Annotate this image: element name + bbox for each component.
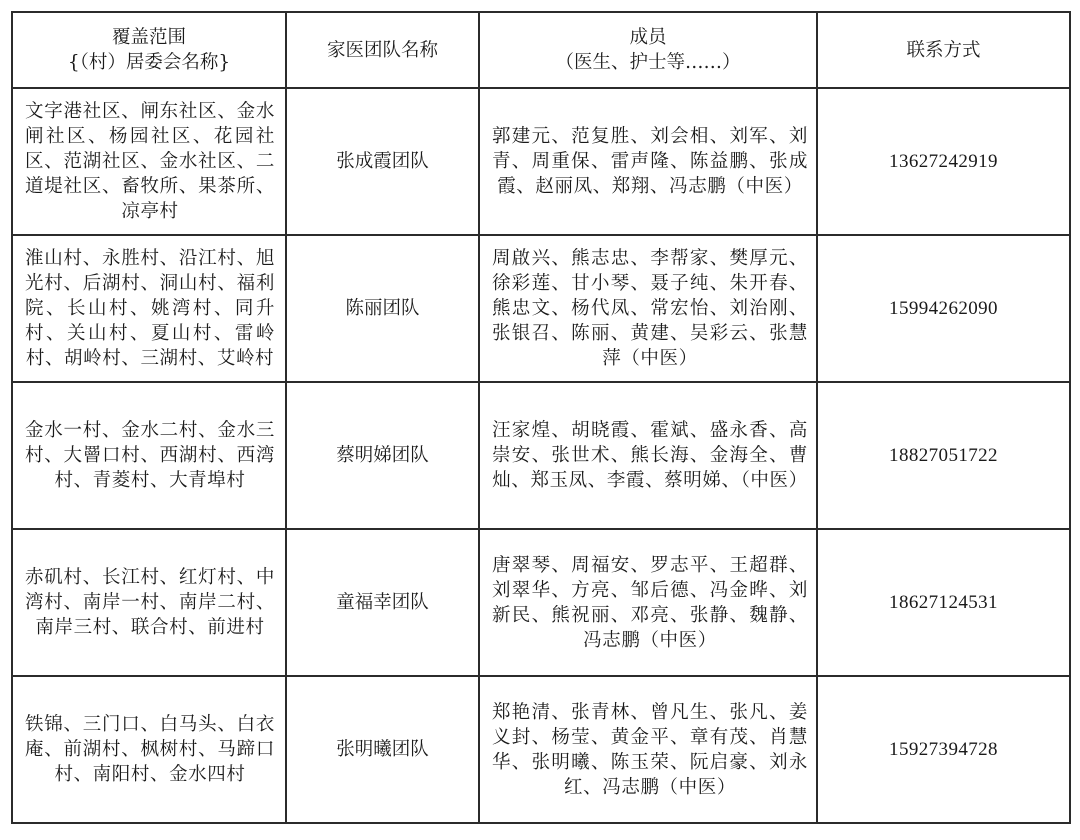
header-members-title: 成员 xyxy=(629,27,667,48)
members-cell: 周啟兴、熊志忠、李帮家、樊厚元、徐彩莲、甘小琴、聂子纯、朱开春、熊忠文、杨代凤、常宏怡、刘治刚、张银召、陈丽、黄建、吴彩云、张慧萍（中医） xyxy=(479,235,817,382)
header-row xyxy=(12,12,1070,88)
team-name-cell: 张成霞团队 xyxy=(286,88,479,235)
header-coverage-title: 覆盖范围 xyxy=(111,27,186,48)
table-row xyxy=(12,235,1070,382)
members-cell: 郑艳清、张青林、曾凡生、张凡、姜义封、杨莹、黄金平、章有茂、肖慧华、张明曦、陈玉荣、阮启豪、刘永红、冯志鹏（中医） xyxy=(479,676,817,823)
team-name-cell: 蔡明娣团队 xyxy=(286,382,479,529)
header-members-subtitle: （医生、护士等……） xyxy=(555,52,741,73)
header-coverage xyxy=(12,12,286,88)
phone-cell: 15927394728 xyxy=(817,676,1070,823)
phone-cell: 18627124531 xyxy=(817,529,1070,676)
table-row xyxy=(12,529,1070,676)
header-team-name: 家医团队名称 xyxy=(286,12,479,88)
phone-cell: 15994262090 xyxy=(817,235,1070,382)
coverage-cell: 金水一村、金水二村、金水三村、大罾口村、西湖村、西湾村、青菱村、大青埠村 xyxy=(12,382,286,529)
header-contact: 联系方式 xyxy=(817,12,1070,88)
phone-cell: 13627242919 xyxy=(817,88,1070,235)
table-row xyxy=(12,382,1070,529)
table-row xyxy=(12,88,1070,235)
phone-cell: 18827051722 xyxy=(817,382,1070,529)
coverage-cell: 文字港社区、闸东社区、金水闸社区、杨园社区、花园社区、范湖社区、金水社区、二道堤社区、畜牧所、果茶所、凉亭村 xyxy=(12,88,286,235)
members-cell: 郭建元、范复胜、刘会相、刘军、刘青、周重保、雷声隆、陈益鹏、张成霞、赵丽凤、郑翔、冯志鹏（中医） xyxy=(479,88,817,235)
members-cell: 唐翠琴、周福安、罗志平、王超群、刘翠华、方亮、邹后德、冯金晔、刘新民、熊祝丽、邓亮、张静、魏静、冯志鹏（中医） xyxy=(479,529,817,676)
header-members xyxy=(479,12,817,88)
team-name-cell: 张明曦团队 xyxy=(286,676,479,823)
table-row xyxy=(12,676,1070,823)
coverage-cell: 铁锦、三门口、白马头、白衣庵、前湖村、枫树村、马蹄口村、南阳村、金水四村 xyxy=(12,676,286,823)
family-doctor-team-table xyxy=(11,11,1071,824)
coverage-cell: 赤矶村、长江村、红灯村、中湾村、南岸一村、南岸二村、南岸三村、联合村、前进村 xyxy=(12,529,286,676)
team-name-cell: 陈丽团队 xyxy=(286,235,479,382)
header-coverage-subtitle: {（村）居委会名称} xyxy=(67,52,231,73)
members-cell: 汪家煌、胡晓霞、霍斌、盛永香、高崇安、张世术、熊长海、金海全、曹灿、郑玉凤、李霞、蔡明娣、（中医） xyxy=(479,382,817,529)
team-name-cell: 童福幸团队 xyxy=(286,529,479,676)
coverage-cell: 淮山村、永胜村、沿江村、旭光村、后湖村、洞山村、福利院、长山村、姚湾村、同升村、关山村、夏山村、雷岭村、胡岭村、三湖村、艾岭村 xyxy=(12,235,286,382)
